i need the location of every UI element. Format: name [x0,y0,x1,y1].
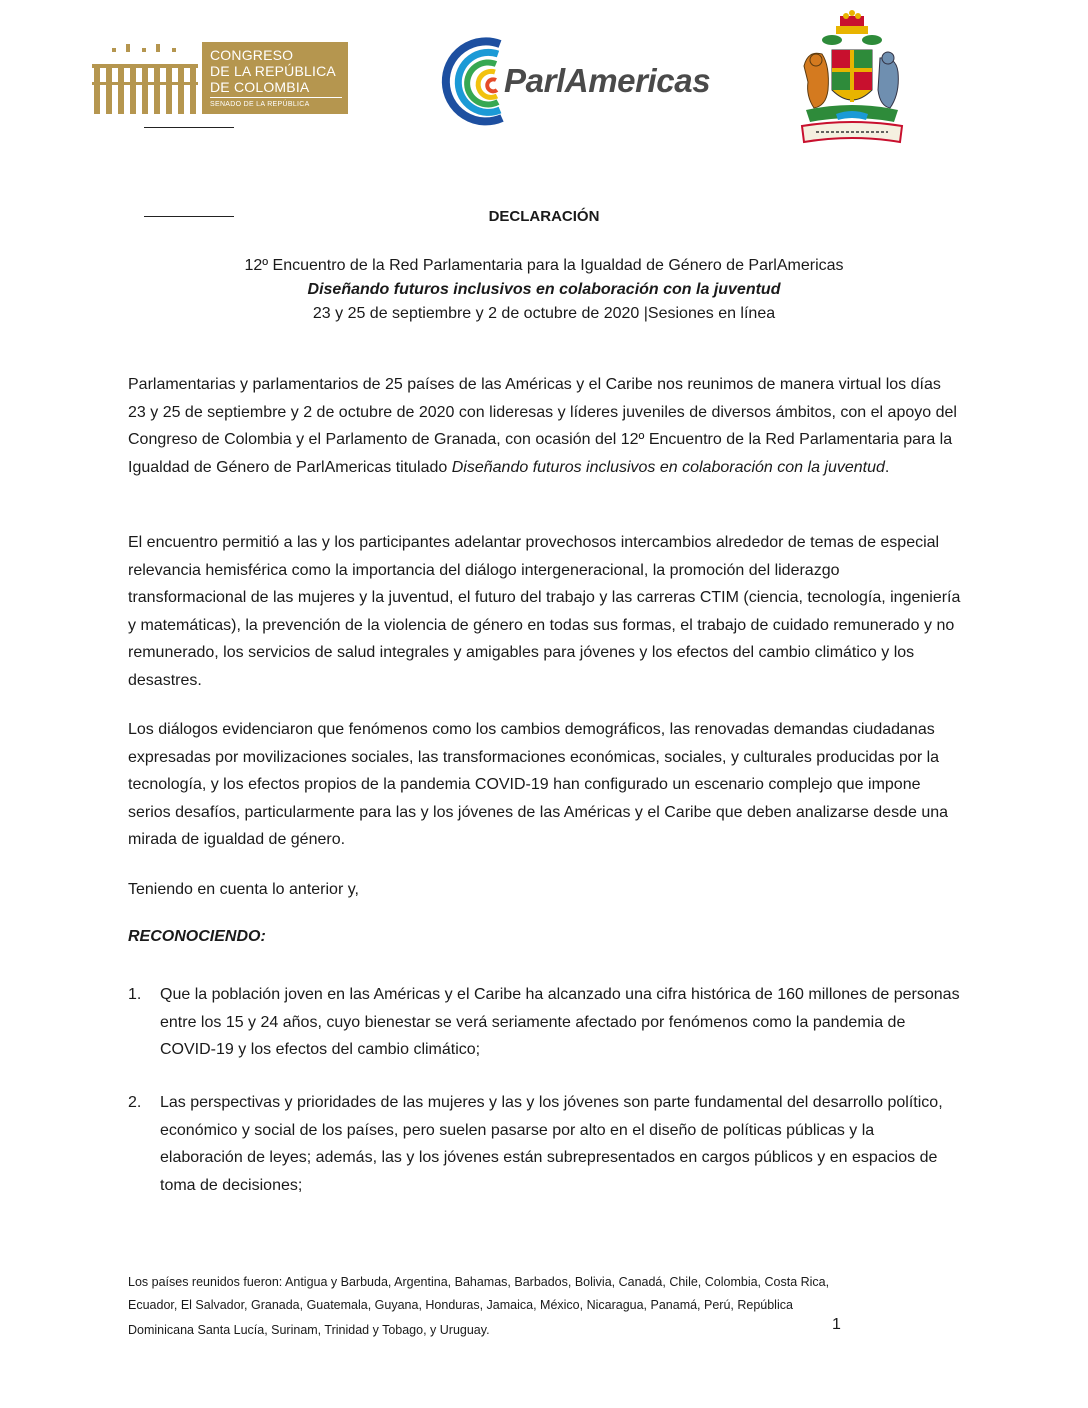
capitol-building-icon [92,42,202,114]
list-item-text: Que la población joven en las Américas y el Caribe ha alcanzado una cifra histórica de 160 millones de personas entre los 15 y 24 años, cuyo bienestar se verá seriamente afectado por fenómenos como la pandemia de COVID-19 y los efectos del cambio climático; [160,986,960,1058]
event-line: 12º Encuentro de la Red Parlamentaria para la Igualdad de Género de ParlAmericas [244,257,844,274]
list-item-number: 1. [128,986,142,1003]
congreso-colombia-logo [92,42,348,114]
congreso-name-block [202,42,348,114]
paragraph-1-text: Parlamentarias y parlamentarios de 25 países de las Américas y el Caribe nos reunimos de manera virtual los días 23 y 25 de septiembre y 2 de octubre de 2020 con lideresas y líderes juveniles de diversos ámbitos, con el apoyo del Congreso de Colombia y el Parlamento de Granada, con ocasión del 12º Encuentro de la Red Parlamentaria para la Igualdad de Género de ParlAmericas titulado [128,376,957,476]
parlamericas-wordmark: ParlAmericas [504,62,711,99]
footnote-line-1: Los países reunidos fueron: Antigua y Barbuda, Argentina, Bahamas, Barbados, Bolivia, Canadá, Chile, Colombia, Costa Rica, [128,1275,830,1289]
list-item-number: 2. [128,1094,142,1111]
date-line: 23 y 25 de septiembre y 2 de octubre de 2020 |Sesiones en línea [312,305,776,322]
paragraph-1 [128,371,962,481]
list-item [128,981,962,1065]
footnote-line-2: Ecuador, El Salvador, Granada, Guatemala, Guyana, Honduras, Jamaica, México, Nicaragua, Panamá, Perú, República [128,1298,793,1312]
congreso-line-3: DE COLOMBIA [210,79,310,95]
grenada-coat-of-arms [796,10,908,150]
list-item [128,1089,962,1201]
congreso-subline: SENADO DE LA REPÚBLICA [210,101,310,108]
list-item-text: Las perspectivas y prioridades de las mujeres y las y los jóvenes son parte fundamental del desarrollo político, económico y social de los países, pero suelen pasarse por alto en el diseño de políticas públicas y la elaboración de leyes; además, las y los jóvenes están subrepresentados en cargos públicos y en espacios de toma de decisiones; [160,1094,943,1194]
footnote-line-3: Dominicana Santa Lucía, Surinam, Trinidad y Tobago, y Uruguay. [128,1323,490,1337]
section-heading: RECONOCIENDO: [128,928,266,945]
grenada-coat-of-arms-icon [796,10,908,150]
congreso-line-2: DE LA REPÚBLICA [210,63,336,79]
document-title: DECLARACIÓN [488,208,600,225]
paragraph-3: Los diálogos evidenciaron que fenómenos como los cambios demográficos, las renovadas demandas ciudadanas expresadas por movilizaciones sociales, las transformaciones económicas, sociales, y culturales producidas por la tecnología, y los efectos propios de la pandemia COVID-19 han configurado un escenario complejo que impone serios desafíos, particularmente para las y los jóvenes de las Américas y el Caribe que deben analizarse desde una mirada de igualdad de género. [128,721,949,848]
paragraph-2: El encuentro permitió a las y los participantes adelantar provechosos intercambios alrededor de temas de especial relevancia hemisférica como la importancia del diálogo intergeneracional, la promoción del liderazgo transformacional de las mujeres y la juventud, el futuro del trabajo y las carreras CTIM (ciencia, tecnología, ingeniería y matemáticas), la prevención de la violencia de género en todas sus formas, el trabajo de cuidado remunerado y no remunerado, los servicios de salud integrales y amigables para jóvenes y los efectos del cambio climático y los desastres. [128,534,961,689]
paragraph-4: Teniendo en cuenta lo anterior y, [128,881,359,898]
congreso-line-1: CONGRESO [210,47,294,63]
parlamericas-logo [438,34,750,126]
congreso-divider [210,97,342,98]
paragraph-1-end: . [884,458,890,476]
page-number: 1 [832,1316,841,1333]
paragraph-1-italic: Diseñando futuros inclusivos en colaboración con la juventud [451,458,885,476]
theme-line: Diseñando futuros inclusivos en colaboración con la juventud [307,281,781,298]
header-rule [144,127,234,128]
